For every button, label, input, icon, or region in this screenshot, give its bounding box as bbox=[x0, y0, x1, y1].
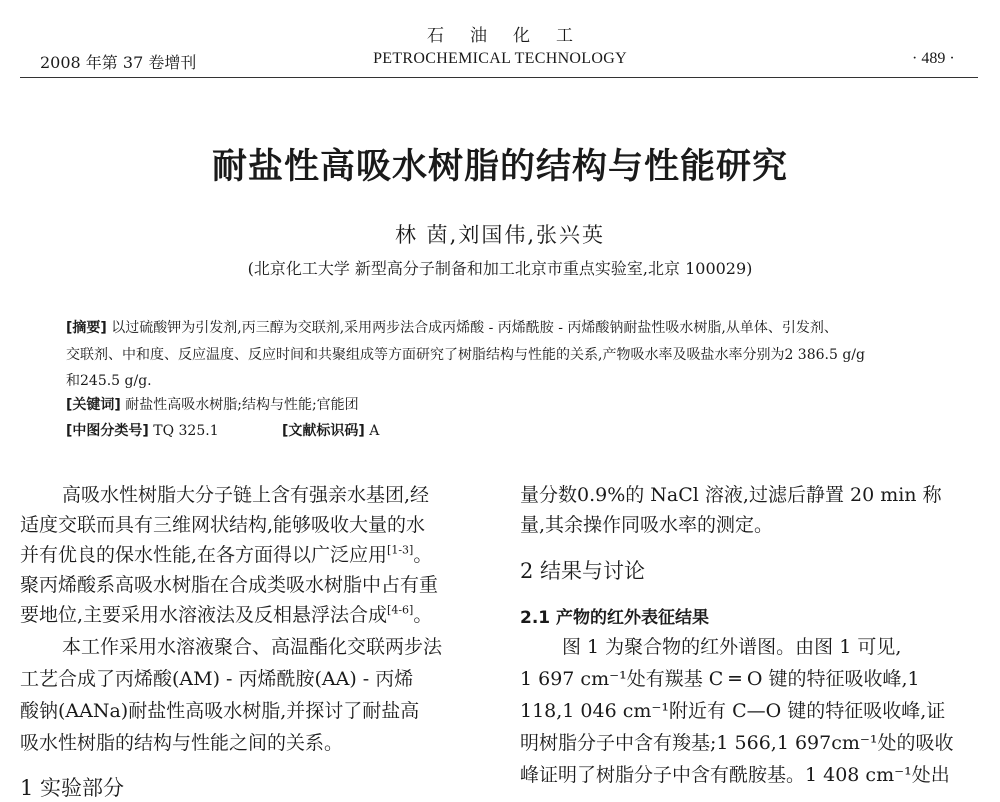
page-number: · 489 · bbox=[912, 50, 955, 67]
journal-name-cn: 石油化工 bbox=[427, 26, 599, 46]
doc-code-line bbox=[282, 420, 379, 440]
right-cont-line2: 量,其余操作同吸水率的测定。 bbox=[520, 514, 774, 536]
citation-1: [1-3] bbox=[387, 543, 414, 557]
left-para1-line2: 适度交联而具有三维网状结构,能够吸收大量的水 bbox=[20, 514, 426, 536]
right-para-line3: 118,1 046 cm⁻¹附近有 C—O 键的特征吸收峰,证 bbox=[520, 700, 946, 722]
header-rule bbox=[20, 77, 978, 78]
keywords: 耐盐性高吸水树脂;结构与性能;官能团 bbox=[125, 397, 359, 413]
end-mark-1: 。 bbox=[413, 544, 433, 566]
left-para1-line5 bbox=[20, 600, 432, 627]
journal-issue: 2008 年第 37 卷增刊 bbox=[40, 53, 197, 72]
journal-name-en: PETROCHEMICAL TECHNOLOGY bbox=[373, 50, 627, 67]
left-para2-line2: 工艺合成了丙烯酸(AM) - 丙烯酰胺(AA) - 丙烯 bbox=[20, 668, 414, 690]
doc-code: A bbox=[369, 423, 380, 439]
abstract-line-3: 和245.5 g/g. bbox=[66, 373, 152, 389]
left-para2-line1: 本工作采用水溶液聚合、高温酯化交联两步法 bbox=[62, 636, 443, 658]
left-para1-line4: 聚丙烯酸系高吸水树脂在合成类吸水树脂中占有重 bbox=[20, 574, 439, 596]
right-para-line5: 峰证明了树脂分子中含有酰胺基。1 408 cm⁻¹处出 bbox=[520, 764, 950, 786]
clc-label: [中图分类号] bbox=[66, 423, 149, 439]
keywords-label: [关键词] bbox=[66, 397, 121, 413]
right-para-line1: 图 1 为聚合物的红外谱图。由图 1 可见, bbox=[562, 636, 902, 658]
subsection-2-1-heading: 2.1 产物的红外表征结果 bbox=[520, 608, 710, 628]
abstract-line-1 bbox=[66, 317, 838, 337]
doc-code-label: [文献标识码] bbox=[282, 423, 365, 439]
keywords-line bbox=[66, 394, 359, 414]
section-1-heading: 1 实验部分 bbox=[20, 776, 125, 800]
left-para2-line4: 吸水性树脂的结构与性能之间的关系。 bbox=[20, 732, 344, 754]
right-para-line4: 明树脂分子中含有羧基;1 566,1 697cm⁻¹处的吸收 bbox=[520, 732, 954, 754]
affiliation: (北京化工大学 新型高分子制备和加工北京市重点实验室,北京 100029) bbox=[247, 259, 753, 278]
paper-title: 耐盐性高吸水树脂的结构与性能研究 bbox=[211, 147, 788, 187]
right-para-line2: 1 697 cm⁻¹处有羰基 C ═ O 键的特征吸收峰,1 bbox=[520, 668, 920, 690]
citation-2: [4-6] bbox=[387, 603, 414, 617]
left-para1-line5-text: 要地位,主要采用水溶液法及反相悬浮法合成 bbox=[20, 604, 388, 626]
left-para1-line3 bbox=[20, 540, 432, 567]
abstract-label: [摘要] bbox=[66, 320, 107, 336]
authors: 林 茵,刘国伟,张兴英 bbox=[394, 223, 606, 247]
end-mark-2: 。 bbox=[413, 604, 433, 626]
section-2-heading: 2 结果与讨论 bbox=[520, 559, 646, 583]
clc-code: TQ 325.1 bbox=[153, 423, 219, 439]
left-para2-line3: 酸钠(AANa)耐盐性高吸水树脂,并探讨了耐盐高 bbox=[20, 700, 420, 722]
left-para1-line1: 高吸水性树脂大分子链上含有强亲水基团,经 bbox=[62, 484, 430, 506]
classification-line bbox=[66, 420, 219, 440]
left-para1-line3-text: 并有优良的保水性能,在各方面得以广泛应用 bbox=[20, 544, 388, 566]
abstract-text-1: 以过硫酸钾为引发剂,丙三醇为交联剂,采用两步法合成丙烯酸 - 丙烯酰胺 - 丙烯酸钠耐盐性吸水树脂,从单体、引发剂、 bbox=[111, 320, 838, 336]
right-cont-line1: 量分数0.9%的 NaCl 溶液,过滤后静置 20 min 称 bbox=[520, 484, 942, 506]
abstract-line-2: 交联剂、中和度、反应温度、反应时间和共聚组成等方面研究了树脂结构与性能的关系,产物吸水率及吸盐水率分别为2 386.5 g/g bbox=[66, 347, 865, 363]
